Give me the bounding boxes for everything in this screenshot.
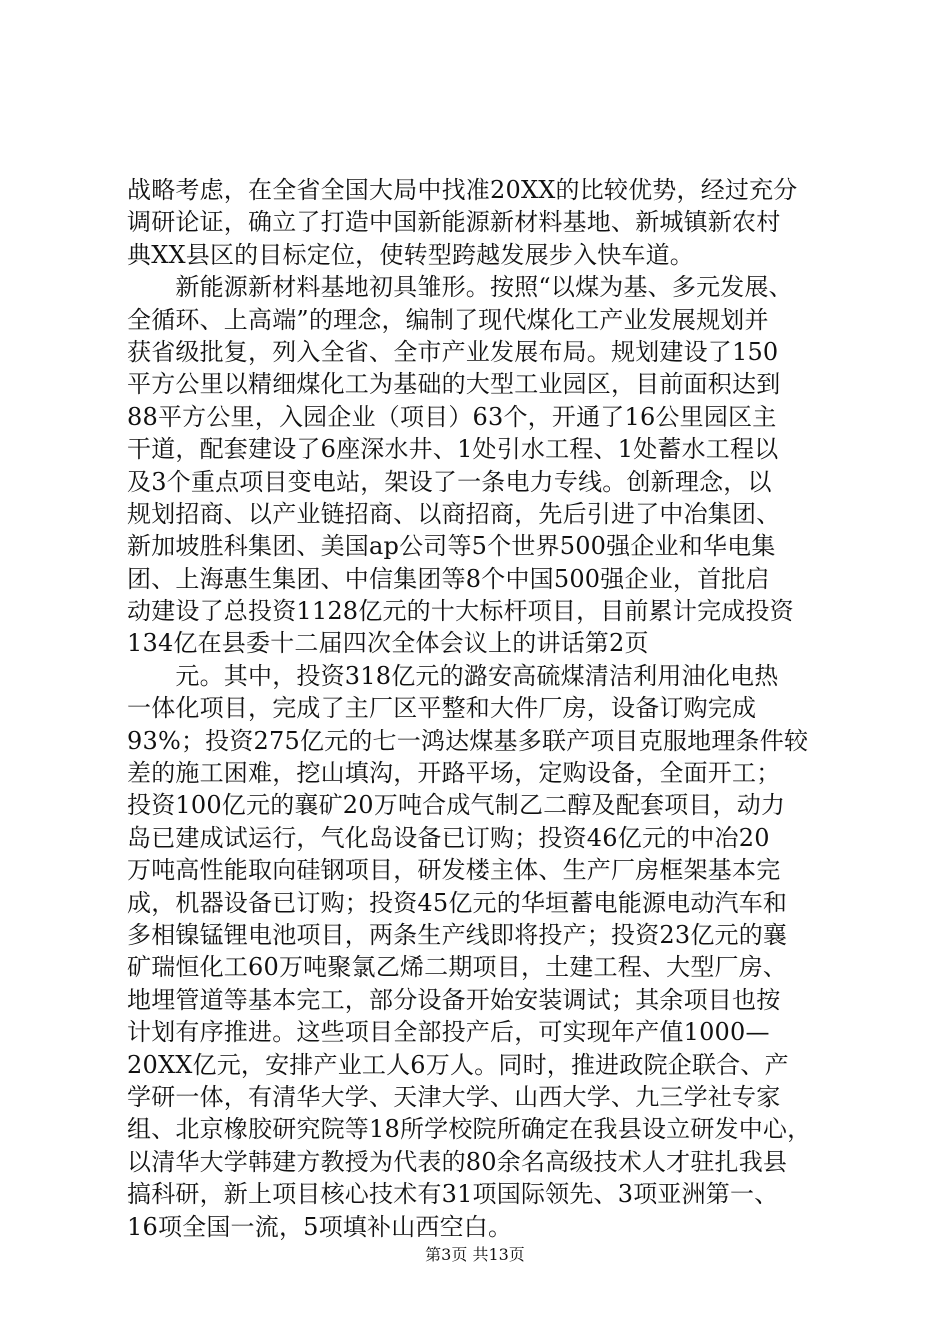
text-line: 16项全国一流，5项填补山西空白。 [127,1212,513,1241]
page-number: 第3页 共13页 [425,1245,525,1264]
text-line: 地埋管道等基本完工，部分设备开始安装调试；其余项目也按 [127,985,781,1014]
page-footer [0,1242,950,1265]
text-line: 调研论证，确立了打造中国新能源新材料基地、新城镇新农村 [127,208,781,237]
text-line: 88平方公里，入园企业（项目）63个，开通了16公里园区主 [127,402,777,431]
text-line: 多相镍锰锂电池项目，两条生产线即将投产；投资23亿元的襄 [127,920,788,949]
text-line: 战略考虑，在全省全国大局中找准20XX的比较优势，经过充分 [127,176,798,204]
text-line: 计划有序推进。这些项目全部投产后，可实现年产值1000— [127,1018,770,1047]
text-line: 获省级批复，列入全省、全市产业发展布局。规划建设了150 [127,337,779,366]
text-line: 全循环、上高端”的理念，编制了现代煤化工产业发展规划并 [127,305,769,334]
text-line: 及3个重点项目变电站，架设了一条电力专线。创新理念，以 [127,467,772,496]
text-line: 平方公里以精细煤化工为基础的大型工业园区，目前面积达到 [127,370,781,399]
text-line: 新加坡胜科集团、美国ap公司等5个世界500强企业和华电集 [127,532,776,561]
text-line: 新能源新材料基地初具雏形。按照“以煤为基、多元发展、 [127,273,793,302]
text-line: 20XX亿元，安排产业工人6万人。同时，推进政院企联合、产 [127,1050,789,1079]
text-line: 93%；投资275亿元的七一鸿达煤基多联产项目克服地理条件较 [127,726,809,755]
text-line: 差的施工困难，挖山填沟，开路平场，定购设备，全面开工； [127,759,781,788]
text-line: 万吨高性能取向硅钢项目，研发楼主体、生产厂房框架基本完 [127,856,781,885]
text-line: 元。其中，投资318亿元的潞安高硫煤清洁利用油化电热 [127,661,779,690]
text-line: 干道，配套建设了6座深水井、1处引水工程、1处蓄水工程以 [127,435,779,464]
text-line: 矿瑞恒化工60万吨聚氯乙烯二期项目，土建工程、大型厂房、 [127,953,788,982]
text-line: 搞科研，新上项目核心技术有31项国际领先、3项亚洲第一、 [127,1180,779,1209]
text-line: 团、上海惠生集团、中信集团等8个中国500强企业，首批启 [127,564,770,593]
text-line: 典XX县区的目标定位，使转型跨越发展步入快车道。 [127,240,694,269]
text-line: 投资100亿元的襄矿20万吨合成气制乙二醇及配套项目，动力 [127,791,786,820]
text-line: 动建设了总投资1128亿元的十大标杆项目，目前累计完成投资 [127,597,794,626]
text-line: 以清华大学韩建方教授为代表的80余名高级技术人才驻扎我县 [127,1147,788,1176]
text-line: 134亿在县委十二届四次全体会议上的讲话第2页 [127,629,649,658]
text-line: 组、北京橡胶研究院等18所学校院所确定在我县设立研发中心， [127,1115,812,1144]
text-line: 成，机器设备已订购；投资45亿元的华垣蓄电能源电动汽车和 [127,888,788,917]
text-line: 一体化项目，完成了主厂区平整和大件厂房，设备订购完成 [127,694,757,723]
text-line: 岛已建成试运行，气化岛设备已订购；投资46亿元的中冶20 [127,823,770,852]
text-line: 学研一体，有清华大学、天津大学、山西大学、九三学社专家 [127,1082,781,1111]
body-text [127,174,827,1243]
text-line: 规划招商、以产业链招商、以商招商，先后引进了中冶集团、 [127,499,781,528]
